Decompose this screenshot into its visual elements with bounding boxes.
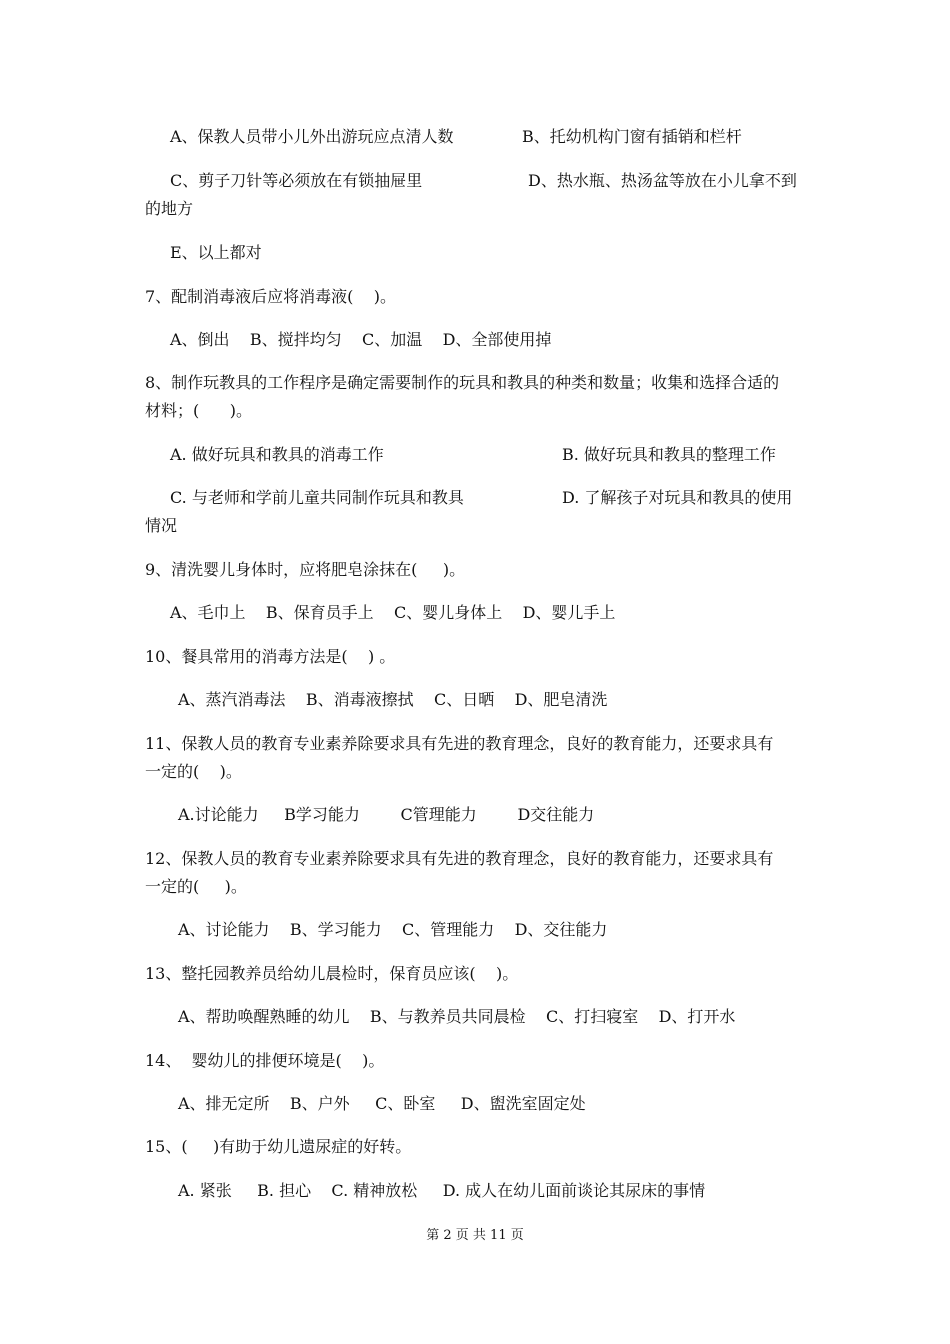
q7-options: A、倒出 B、搅拌均匀 C、加温 D、全部使用掉 bbox=[170, 330, 552, 349]
q15-stem: 15、( )有助于幼儿遗尿症的好转。 bbox=[145, 1137, 412, 1156]
q8-option-d-continued: 情况 bbox=[145, 516, 178, 535]
q7-stem: 7、配制消毒液后应将消毒液( )。 bbox=[145, 287, 397, 306]
q10-options: A、蒸汽消毒法 B、消毒液擦拭 C、日晒 D、肥皂清洗 bbox=[178, 690, 608, 709]
q9-options: A、毛巾上 B、保育员手上 C、婴儿身体上 D、婴儿手上 bbox=[170, 603, 616, 622]
q8-option-c: C. 与老师和学前儿童共同制作玩具和教具 bbox=[170, 488, 464, 507]
q6-option-a: A、保教人员带小儿外出游玩应点清人数 bbox=[170, 127, 454, 146]
q14-options: A、排无定所 B、户外 C、卧室 D、盥洗室固定处 bbox=[178, 1094, 586, 1113]
q11-stem: 11、保教人员的教育专业素养除要求具有先进的教育理念，良好的教育能力，还要求具有 bbox=[145, 734, 774, 753]
q8-option-a: A. 做好玩具和教具的消毒工作 bbox=[170, 445, 384, 464]
q6-option-c: C、剪子刀针等必须放在有锁抽屉里 bbox=[170, 171, 423, 190]
q11-stem-continued: 一定的( )。 bbox=[145, 762, 242, 781]
q8-option-d: D. 了解孩子对玩具和教具的使用 bbox=[562, 488, 793, 507]
q8-option-b: B. 做好玩具和教具的整理工作 bbox=[562, 445, 776, 464]
page-footer: 第 2 页 共 11 页 bbox=[426, 1228, 524, 1243]
q8-stem: 8、制作玩教具的工作程序是确定需要制作的玩具和教具的种类和数量；收集和选择合适的 bbox=[145, 373, 780, 392]
q6-option-d: D、热水瓶、热汤盆等放在小儿拿不到 bbox=[528, 171, 797, 190]
q6-option-d-continued: 的地方 bbox=[145, 199, 194, 218]
q13-stem: 13、整托园教养员给幼儿晨检时，保育员应该( )。 bbox=[145, 964, 519, 983]
q15-options: A. 紧张 B. 担心 C. 精神放松 D. 成人在幼儿面前谈论其尿床的事情 bbox=[178, 1181, 706, 1200]
q14-stem: 14、 婴幼儿的排便环境是( )。 bbox=[145, 1051, 385, 1070]
q6-option-b: B、托幼机构门窗有插销和栏杆 bbox=[522, 127, 742, 146]
q9-stem: 9、清洗婴儿身体时，应将肥皂涂抹在( )。 bbox=[145, 560, 466, 579]
q8-stem-continued: 材料；( )。 bbox=[145, 401, 253, 420]
q12-options: A、讨论能力 B、学习能力 C、管理能力 D、交往能力 bbox=[178, 920, 608, 939]
q12-stem: 12、保教人员的教育专业素养除要求具有先进的教育理念，良好的教育能力，还要求具有 bbox=[145, 849, 774, 868]
q12-stem-continued: 一定的( )。 bbox=[145, 877, 247, 896]
q6-option-e: E、以上都对 bbox=[170, 243, 262, 262]
q10-stem: 10、餐具常用的消毒方法是( ) 。 bbox=[145, 647, 396, 666]
q13-options: A、帮助唤醒熟睡的幼儿 B、与教养员共同晨检 C、打扫寝室 D、打开水 bbox=[178, 1007, 736, 1026]
q11-options: A.讨论能力 B学习能力 C管理能力 D交往能力 bbox=[178, 805, 595, 824]
